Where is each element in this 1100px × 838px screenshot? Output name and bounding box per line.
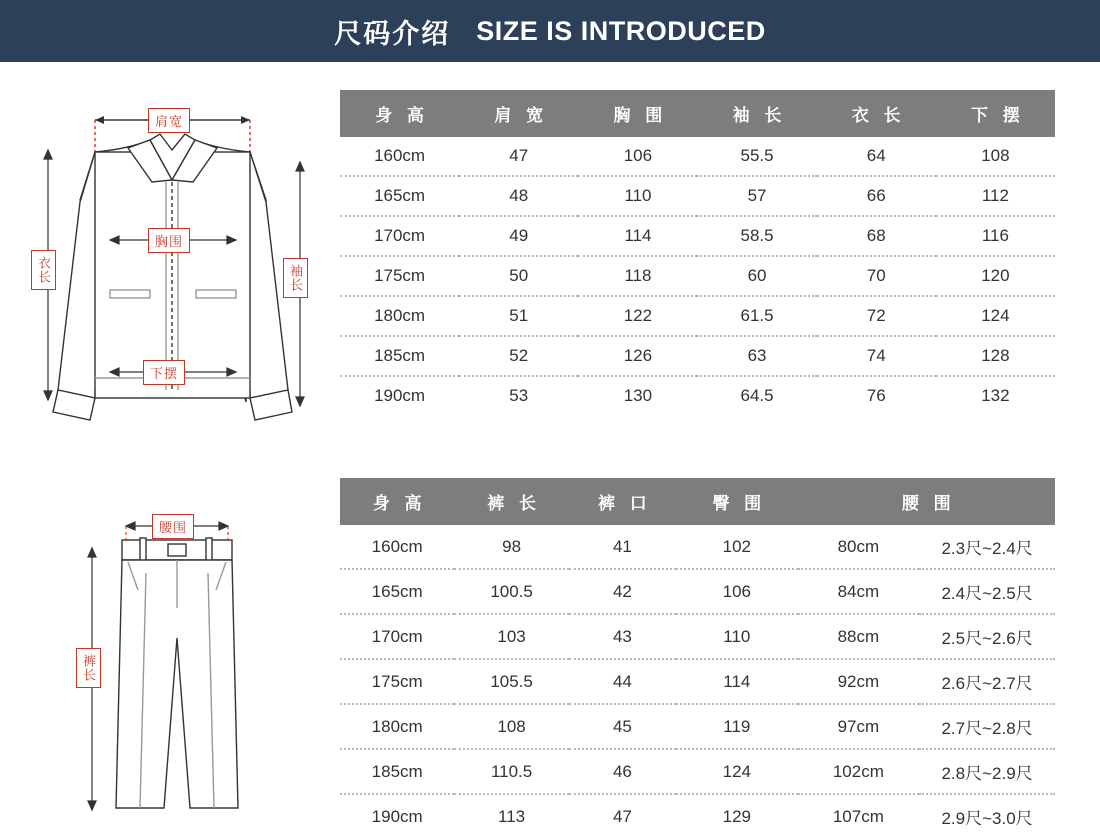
pants-col-height: 身 高 [340,478,454,525]
cell-height: 160cm [340,137,459,176]
cell-length: 64 [817,137,936,176]
cell-height: 170cm [340,614,454,659]
cell-waist-chi: 2.3尺~2.4尺 [919,525,1055,569]
cell-chest: 130 [623,386,653,405]
cell-sleeve: 57 [697,176,816,216]
cell-height: 165cm [340,569,454,614]
cell-hip: 119 [676,704,798,749]
cell-hip: 129 [722,806,751,826]
pants-waist-label: 腰围 [152,514,194,539]
jacket-col-shoulder: 肩 宽 [459,90,578,137]
cell-cuff: 43 [569,614,676,659]
cell-pantlength: 108 [454,704,568,749]
cell-sleeve: 58.5 [697,216,816,256]
jacket-col-chest: 胸 围 [578,90,697,137]
cell-hem: 132 [981,386,1010,405]
pants-col-hip: 臀 围 [676,478,798,525]
pants-col-cuff: 裤 口 [569,478,676,525]
cell-chest: 126 [578,336,697,376]
cell-cuff: 46 [569,749,676,794]
cell-length: 68 [817,216,936,256]
cell-hip: 110 [676,614,798,659]
table-row [340,525,1055,569]
jacket-table-header-row [340,90,1055,137]
cell-height: 190cm [371,806,423,826]
cell-sleeve: 63 [697,336,816,376]
table-row [340,659,1055,704]
jacket-section [0,90,1100,460]
cell-sleeve: 61.5 [697,296,816,336]
jacket-col-hem: 下 摆 [936,90,1055,137]
table-row [340,336,1055,376]
cell-waist-cm: 102cm [798,749,920,794]
jacket-col-length: 衣 长 [817,90,936,137]
cell-chest: 122 [578,296,697,336]
cell-height: 180cm [340,296,459,336]
cell-hem: 128 [936,336,1055,376]
cell-waist-chi: 2.5尺~2.6尺 [919,614,1055,659]
cell-shoulder: 50 [459,256,578,296]
jacket-table-wrapper [340,90,1100,415]
jacket-sleeve-label: 袖长 [283,258,308,298]
cell-cuff: 47 [612,806,632,826]
pants-table-header-row [340,478,1055,525]
cell-hem: 108 [936,137,1055,176]
cell-chest: 106 [578,137,697,176]
cell-waist-chi: 2.6尺~2.7尺 [919,659,1055,704]
cell-hem: 120 [936,256,1055,296]
cell-waist-cm: 88cm [798,614,920,659]
cell-chest: 110 [578,176,697,216]
cell-hip: 106 [676,569,798,614]
cell-pantlength: 100.5 [454,569,568,614]
jacket-table-body [340,137,1055,415]
cell-height: 180cm [340,704,454,749]
table-row [340,569,1055,614]
jacket-col-height: 身 高 [340,90,459,137]
cell-sleeve: 55.5 [697,137,816,176]
cell-waist-cm: 97cm [798,704,920,749]
cell-shoulder: 49 [459,216,578,256]
pants-size-table [340,478,1055,838]
cell-cuff: 42 [569,569,676,614]
cell-shoulder: 52 [459,336,578,376]
cell-waist-cm: 84cm [798,569,920,614]
pants-table-body [340,525,1055,838]
cell-pantlength: 113 [498,806,526,826]
cell-pantlength: 103 [454,614,568,659]
cell-waist-cm: 107cm [832,806,884,826]
cell-sleeve: 64.5 [740,386,774,405]
cell-sleeve: 60 [697,256,816,296]
cell-shoulder: 48 [459,176,578,216]
cell-shoulder: 51 [459,296,578,336]
cell-hip: 124 [676,749,798,794]
table-row [340,614,1055,659]
table-row [340,749,1055,794]
cell-pantlength: 105.5 [454,659,568,704]
cell-length: 74 [817,336,936,376]
jacket-shoulder-label: 肩宽 [148,108,190,133]
jacket-length-label: 衣长 [31,250,56,290]
table-row [340,256,1055,296]
cell-waist-chi: 2.9尺~3.0尺 [941,809,1033,828]
cell-hip: 102 [676,525,798,569]
pants-col-waist: 腰 围 [798,478,1055,525]
cell-shoulder: 53 [509,386,529,405]
cell-waist-chi: 2.7尺~2.8尺 [919,704,1055,749]
cell-length: 76 [866,386,886,405]
cell-length: 66 [817,176,936,216]
cell-height: 190cm [374,386,426,405]
table-row [340,704,1055,749]
cell-length: 72 [817,296,936,336]
pants-section [0,478,1100,838]
pants-col-pantlength: 裤 长 [454,478,568,525]
cell-chest: 118 [578,256,697,296]
cell-hem: 124 [936,296,1055,336]
pants-figure [0,478,340,828]
jacket-size-table [340,90,1055,415]
cell-pantlength: 110.5 [454,749,568,794]
page-title-cn: 尺码介绍 [334,18,451,49]
page-header [0,0,1100,62]
cell-cuff: 45 [569,704,676,749]
cell-cuff: 44 [569,659,676,704]
cell-chest: 114 [578,216,697,256]
cell-hem: 112 [936,176,1055,216]
page-title-en: SIZE IS INTRODUCED [476,15,766,46]
cell-pantlength: 98 [454,525,568,569]
table-row [340,376,1055,415]
jacket-hem-label: 下摆 [143,360,185,385]
cell-height: 175cm [340,659,454,704]
cell-waist-chi: 2.4尺~2.5尺 [919,569,1055,614]
cell-height: 175cm [340,256,459,296]
cell-height: 165cm [340,176,459,216]
table-row [340,296,1055,336]
cell-length: 70 [817,256,936,296]
cell-height: 185cm [340,749,454,794]
cell-height: 185cm [340,336,459,376]
cell-height: 170cm [340,216,459,256]
jacket-col-sleeve: 袖 长 [697,90,816,137]
cell-waist-cm: 92cm [798,659,920,704]
cell-height: 160cm [340,525,454,569]
pants-length-label: 裤长 [76,648,101,688]
table-row [340,216,1055,256]
cell-waist-chi: 2.8尺~2.9尺 [919,749,1055,794]
cell-waist-cm: 80cm [798,525,920,569]
cell-hip: 114 [676,659,798,704]
jacket-chest-label: 胸围 [148,228,190,253]
cell-shoulder: 47 [459,137,578,176]
table-row [340,794,1055,838]
table-row [340,176,1055,216]
cell-hem: 116 [936,216,1055,256]
pants-table-wrapper [340,478,1100,838]
jacket-figure [0,90,340,460]
table-row [340,137,1055,176]
cell-cuff: 41 [569,525,676,569]
